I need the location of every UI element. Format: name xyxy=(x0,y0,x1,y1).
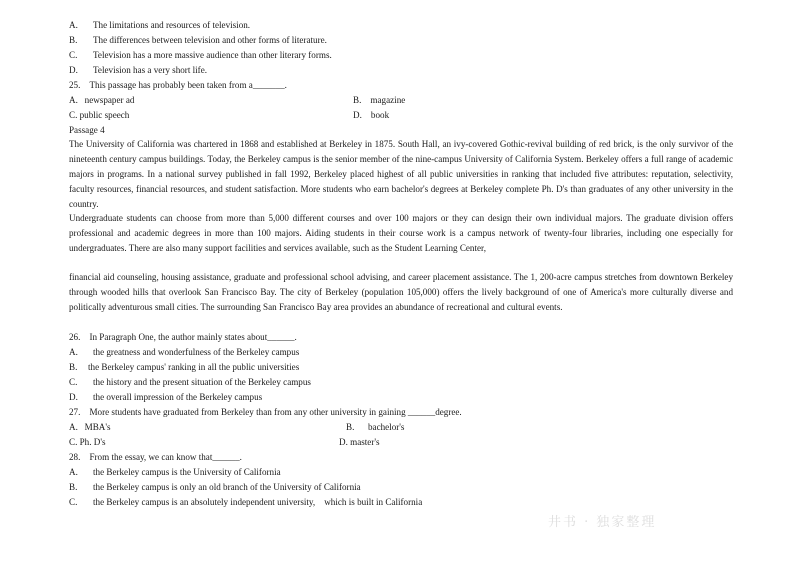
q24-option-c: C. Television has a more massive audience than other literary forms. xyxy=(69,50,332,60)
q28-option-c: C. the Berkeley campus is an absolutely independent university, which is built in California xyxy=(69,497,423,507)
q26-option-a: A. the greatness and wonderfulness of the Berkeley campus xyxy=(69,347,300,357)
q24-option-b: B. The differences between television and other forms of literature. xyxy=(69,35,327,45)
passage-paragraph-3: financial aid counseling, housing assistance, graduate and professional school advising, and career placement assistance. The 1, 200-acre campus stretches from downtown Berkeley through wooded hills that overlook San Francisco Bay. The city of Berkeley (population 105,000) offers the lively background of one of America's more culturally diverse and politically adventurous small cities. The surrounding San Francisco Bay area provides an abundance of recreational and cultural events. xyxy=(69,272,733,312)
q28-stem: 28. From the essay, we can know that______. xyxy=(69,452,242,462)
q27-option-a: A. MBA's xyxy=(69,422,111,432)
q26-option-b: B. the Berkeley campus' ranking in all the public universities xyxy=(69,362,300,372)
q25-option-b: B. magazine xyxy=(353,95,406,105)
q25-option-c: C. public speech xyxy=(69,110,130,120)
passage-paragraph-1: The University of California was chartered in 1868 and established at Berkeley in 1875. South Hall, an ivy-covered Gothic-revival building of red brick, is the only survivor of the nineteenth century campus buildings. Today, the Berkeley campus is the senior member of the nine-campus University of California System. Berkeley offers a full range of academic majors in programs. In a national survey published in fall 1992, Berkeley placed highest of all public universities in ranking that included five attributes: reputation, selectivity, faculty resources, financial resources, and student satisfaction. More students who earn bachelor's degrees at Berkeley complete Ph. D's than graduates of any other university in the country. xyxy=(69,139,733,209)
q24-option-d: D. Television has a very short life. xyxy=(69,65,208,75)
q25-option-a: A. newspaper ad xyxy=(69,95,135,105)
q28-option-b: B. the Berkeley campus is only an old branch of the University of California xyxy=(69,482,361,492)
passage-paragraph-2: Undergraduate students can choose from more than 5,000 different courses and over 100 majors or they can design their own individual majors. The graduate division offers professional and academic degrees in more than 100 majors. Aiding students in their course work is a campus network of twenty-four libraries, including one especially for undergraduates. There are also many support facilities and services available, such as the Student Learning Center, xyxy=(69,213,733,253)
q27-option-b: B. bachelor's xyxy=(346,422,405,432)
watermark: 井书 · 独家整理 xyxy=(548,515,657,530)
q28-option-a: A. the Berkeley campus is the University of California xyxy=(69,467,281,477)
q24-option-a: A. The limitations and resources of television. xyxy=(69,20,251,30)
passage-heading: Passage 4 xyxy=(69,125,105,135)
q25-option-d: D. book xyxy=(353,110,390,120)
q25-stem: 25. This passage has probably been taken from a_______. xyxy=(69,80,287,90)
q26-option-d: D. the overall impression of the Berkeley campus xyxy=(69,392,263,402)
q26-option-c: C. the history and the present situation of the Berkeley campus xyxy=(69,377,311,387)
q27-stem: 27. More students have graduated from Berkeley than from any other university in gaining ______degree. xyxy=(69,407,462,417)
q26-stem: 26. In Paragraph One, the author mainly states about______. xyxy=(69,332,297,342)
q27-option-d: D. master's xyxy=(339,437,380,447)
q27-option-c: C. Ph. D's xyxy=(69,437,106,447)
